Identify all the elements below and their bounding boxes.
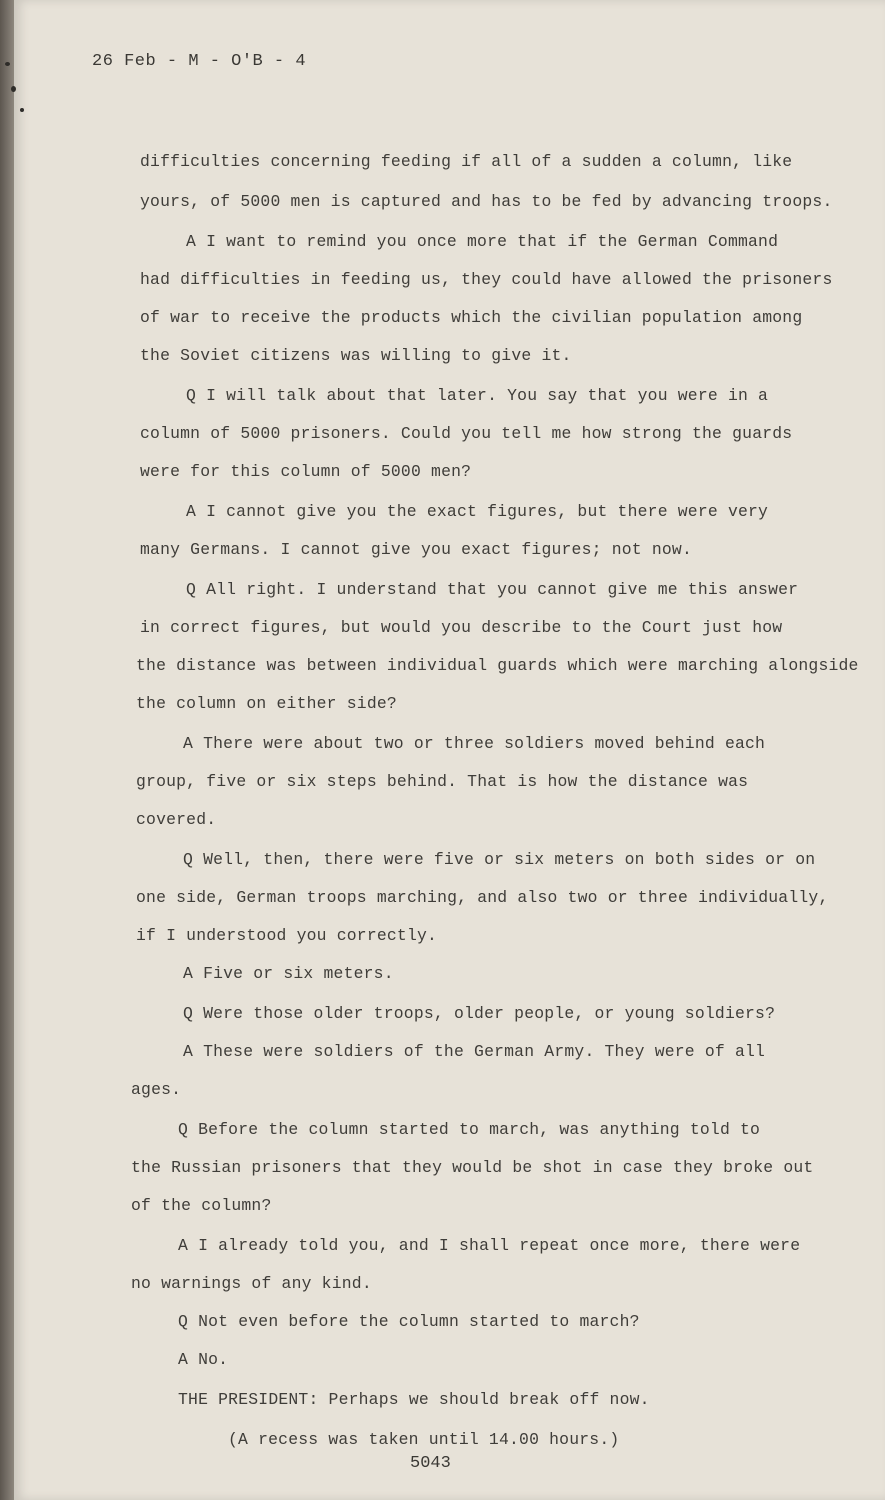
- transcript-line: no warnings of any kind.: [131, 1274, 372, 1293]
- punch-mark-2: [11, 86, 16, 92]
- transcript-line: yours, of 5000 men is captured and has to be fed by advancing troops.: [140, 192, 833, 211]
- transcript-line: column of 5000 prisoners. Could you tell me how strong the guards: [140, 424, 793, 443]
- transcript-line: A I already told you, and I shall repeat once more, there were: [178, 1236, 801, 1255]
- transcript-line: if I understood you correctly.: [136, 926, 438, 945]
- page-number: 5043: [410, 1454, 451, 1473]
- transcript-line: many Germans. I cannot give you exact figures; not now.: [140, 540, 692, 559]
- transcript-line: the distance was between individual guards which were marching alongside: [136, 656, 859, 675]
- transcript-line: A I want to remind you once more that if the German Command: [186, 232, 779, 251]
- transcript-line: group, five or six steps behind. That is how the distance was: [136, 772, 749, 791]
- transcript-line: A These were soldiers of the German Army. They were of all: [183, 1042, 766, 1061]
- transcript-line: A There were about two or three soldiers moved behind each: [183, 734, 766, 753]
- transcript-line: Q Before the column started to march, was anything told to: [178, 1120, 761, 1139]
- transcript-line: difficulties concerning feeding if all of a sudden a column, like: [140, 152, 793, 171]
- transcript-line: Q Well, then, there were five or six meters on both sides or on: [183, 850, 816, 869]
- transcript-line: Q Not even before the column started to march?: [178, 1312, 640, 1331]
- transcript-line: one side, German troops marching, and also two or three individually,: [136, 888, 829, 907]
- transcript-line: of the column?: [131, 1196, 272, 1215]
- transcript-line: THE PRESIDENT: Perhaps we should break off now.: [178, 1390, 650, 1409]
- transcript-line: A Five or six meters.: [183, 964, 394, 983]
- transcript-line: A I cannot give you the exact figures, but there were very: [186, 502, 769, 521]
- punch-mark-3: [20, 108, 24, 112]
- page-edge-shadow: [0, 0, 14, 1500]
- transcript-line: Q Were those older troops, older people, or young soldiers?: [183, 1004, 776, 1023]
- transcript-line: (A recess was taken until 14.00 hours.): [228, 1430, 620, 1449]
- transcript-line: covered.: [136, 810, 217, 829]
- transcript-line: Q I will talk about that later. You say that you were in a: [186, 386, 769, 405]
- transcript-line: Q All right. I understand that you cannot give me this answer: [186, 580, 799, 599]
- transcript-line: ages.: [131, 1080, 182, 1099]
- transcript-line: the column on either side?: [136, 694, 397, 713]
- punch-mark-1: [5, 62, 10, 66]
- page-header: 26 Feb - M - O'B - 4: [92, 52, 307, 71]
- transcript-line: were for this column of 5000 men?: [140, 462, 472, 481]
- transcript-line: the Soviet citizens was willing to give it.: [140, 346, 572, 365]
- transcript-line: in correct figures, but would you describe to the Court just how: [140, 618, 783, 637]
- transcript-line: had difficulties in feeding us, they could have allowed the prisoners: [140, 270, 833, 289]
- transcript-line: A No.: [178, 1350, 229, 1369]
- transcript-line: of war to receive the products which the civilian population among: [140, 308, 803, 327]
- transcript-line: the Russian prisoners that they would be shot in case they broke out: [131, 1158, 814, 1177]
